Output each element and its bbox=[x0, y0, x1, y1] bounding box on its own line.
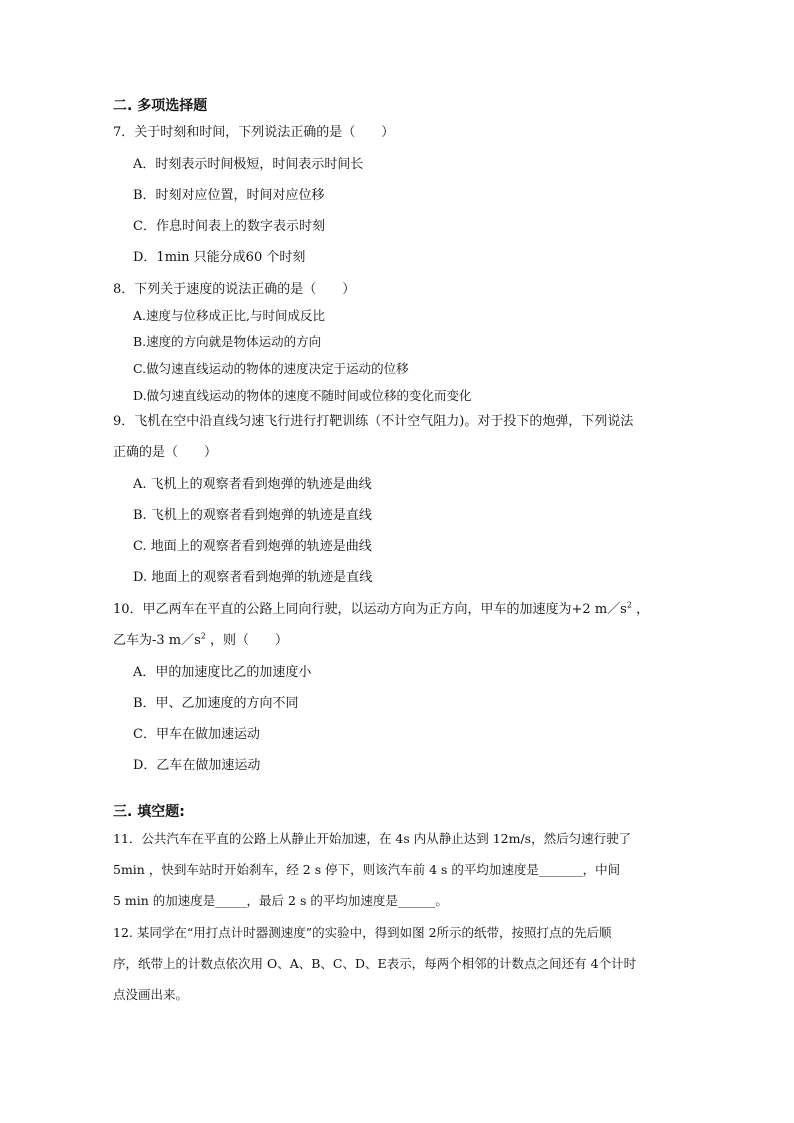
section-2-heading: 二. 多项选择题 bbox=[113, 98, 208, 114]
question-10-option-b: B．甲、乙加速度的方向不同 bbox=[133, 696, 299, 711]
question-8-option-d: D.做匀速直线运动的物体的速度不随时间或位移的变化而变化 bbox=[133, 388, 472, 403]
question-10-stem-line-1-text: 10．甲乙两车在平直的公路上同向行驶，以运动方向为正方向，甲车的加速度为+2 m／s bbox=[113, 602, 627, 617]
question-8-stem: 8．下列关于速度的说法正确的是（ ） bbox=[113, 282, 356, 297]
question-10-stem-line-2 bbox=[113, 632, 288, 650]
superscript-2: 2 bbox=[200, 631, 206, 641]
question-7-option-b: B．时刻对应位置，时间对应位移 bbox=[133, 188, 325, 203]
question-10-stem-line-1 bbox=[113, 601, 649, 619]
question-10-option-c: C．甲车在做加速运动 bbox=[133, 727, 260, 742]
superscript-2: 2 bbox=[626, 600, 632, 610]
question-7-option-c: C．作息时间表上的数字表示时刻 bbox=[133, 219, 325, 234]
question-9-option-d: D. 地面上的观察者看到炮弹的轨迹是直线 bbox=[133, 570, 373, 585]
question-10-stem-line-1-tail: ， bbox=[631, 602, 650, 617]
question-7-stem: 7．关于时刻和时间，下列说法正确的是（ ） bbox=[113, 125, 395, 140]
question-7-option-a: A．时刻表示时间极短，时间表示时间长 bbox=[133, 157, 364, 172]
question-12-line-1: 12. 某同学在“用打点计时器测速度”的实验中，得到如图 2所示的纸带，按照打点的先后顺 bbox=[113, 925, 612, 940]
question-11-line-1: 11．公共汽车在平直的公路上从静止开始加速，在 4s 内从静止达到 12m/s，然后匀速行驶了 bbox=[113, 831, 632, 846]
question-10-stem-line-2-text: 乙车为-3 m／s bbox=[113, 633, 201, 648]
question-9-option-a: A. 飞机上的观察者看到炮弹的轨迹是曲线 bbox=[133, 477, 372, 492]
question-12-line-2: 序，纸带上的计数点依次用 O、A、B、C、D、E表示，每两个相邻的计数点之间还有 4个计时 bbox=[113, 956, 637, 971]
question-12-line-3: 点没画出来。 bbox=[113, 987, 189, 1002]
question-9-stem-line-2: 正确的是（ ） bbox=[113, 445, 218, 460]
question-10-option-d: D．乙车在做加速运动 bbox=[133, 758, 261, 773]
question-11-line-2: 5min ，快到车站时开始刹车，经 2 s 停下，则该汽车前 4 s 的平均加速度是_______，中间 bbox=[113, 862, 621, 877]
question-9-option-b: B. 飞机上的观察者看到炮弹的轨迹是直线 bbox=[133, 508, 372, 523]
question-9-stem-line-1: 9．飞机在空中沿直线匀速飞行进行打靶训练（不计空气阻力)。对于投下的炮弹，下列说法 bbox=[113, 414, 634, 429]
question-9-option-c: C. 地面上的观察者看到炮弹的轨迹是曲线 bbox=[133, 539, 372, 554]
question-8-option-a: A.速度与位移成正比,与时间成反比 bbox=[133, 308, 325, 323]
question-8-option-c: C.做匀速直线运动的物体的速度决定于运动的位移 bbox=[133, 361, 409, 376]
section-3-heading: 三. 填空题: bbox=[113, 804, 185, 820]
question-7-option-d: D．1min 只能分成60 个时刻 bbox=[133, 250, 306, 265]
question-10-option-a: A．甲的加速度比乙的加速度小 bbox=[133, 665, 312, 680]
question-8-option-b: B.速度的方向就是物体运动的方向 bbox=[133, 334, 322, 349]
question-11-line-3: 5 min 的加速度是_____，最后 2 s 的平均加速度是______。 bbox=[113, 893, 448, 908]
question-10-stem-line-2-tail: ，则（ ） bbox=[205, 633, 289, 648]
